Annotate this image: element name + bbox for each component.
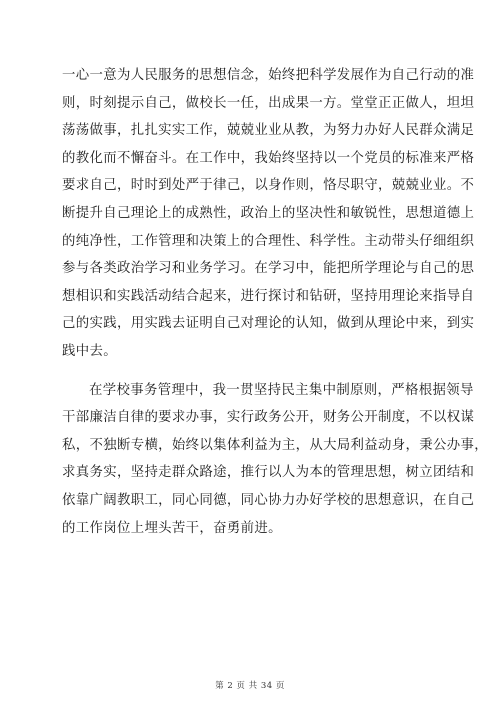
text-line: 想相识和实践活动结合起来，进行探讨和钻研，坚持用理论来指导自 <box>62 288 475 304</box>
text-line-indented: 在学校事务管理中，我一贯坚持民主集中制原则，严格根据领导 <box>89 382 474 398</box>
text-line: 的纯净性，工作管理和决策上的合理性、科学性。主动带头仔细组织 <box>62 233 475 249</box>
paragraph-1 <box>62 62 475 366</box>
text-line: 依靠广阔教职工，同心同德，同心协力办好学校的思想意识，在自己 <box>62 492 475 508</box>
text-line: 一心一意为人民服务的思想信念，始终把科学发展作为自己行动的准 <box>62 68 475 83</box>
text-line: 求真务实，坚持走群众路途，推行以人为本的管理思想，树立团结和 <box>62 465 475 481</box>
paragraph-gap <box>62 366 440 377</box>
document-body <box>62 62 488 542</box>
text-line: 私，不独断专横，始终以集体利益为主，从大局利益动身，秉公办事， <box>62 437 488 453</box>
text-line: 己的实践，用实践去证明自己对理论的认知，做到从理论中来，到实 <box>62 316 475 332</box>
text-line: 断提升自己理论上的成熟性，政治上的坚决性和敏锐性，思想道德上 <box>62 205 475 221</box>
paragraph-2 <box>62 377 488 543</box>
text-line: 参与各类政治学习和业务学习。在学习中，能把所学理论与自己的思 <box>62 261 475 277</box>
text-line: 的教化而不懈奋斗。在工作中，我始终坚持以一个党员的标准来严格 <box>62 150 475 166</box>
text-line: 干部廉洁自律的要求办事，实行政务公开，财务公开制度，不以权谋 <box>62 410 475 426</box>
text-line: 要求自己，时时到处严于律己，以身作则，恪尽职守，兢兢业业。不 <box>62 178 475 194</box>
text-line: 践中去。 <box>62 343 117 359</box>
text-line: 则，时刻提示自己，做校长一任，出成果一方。堂堂正正做人，坦坦 <box>62 95 475 111</box>
text-line: 的工作岗位上埋头苦干，奋勇前进。 <box>62 520 282 536</box>
text-line: 荡荡做事，扎扎实实工作，兢兢业业从教，为努力办好人民群众满足 <box>62 123 475 139</box>
page-footer: 第 2 页 共 34 页 <box>215 681 285 691</box>
